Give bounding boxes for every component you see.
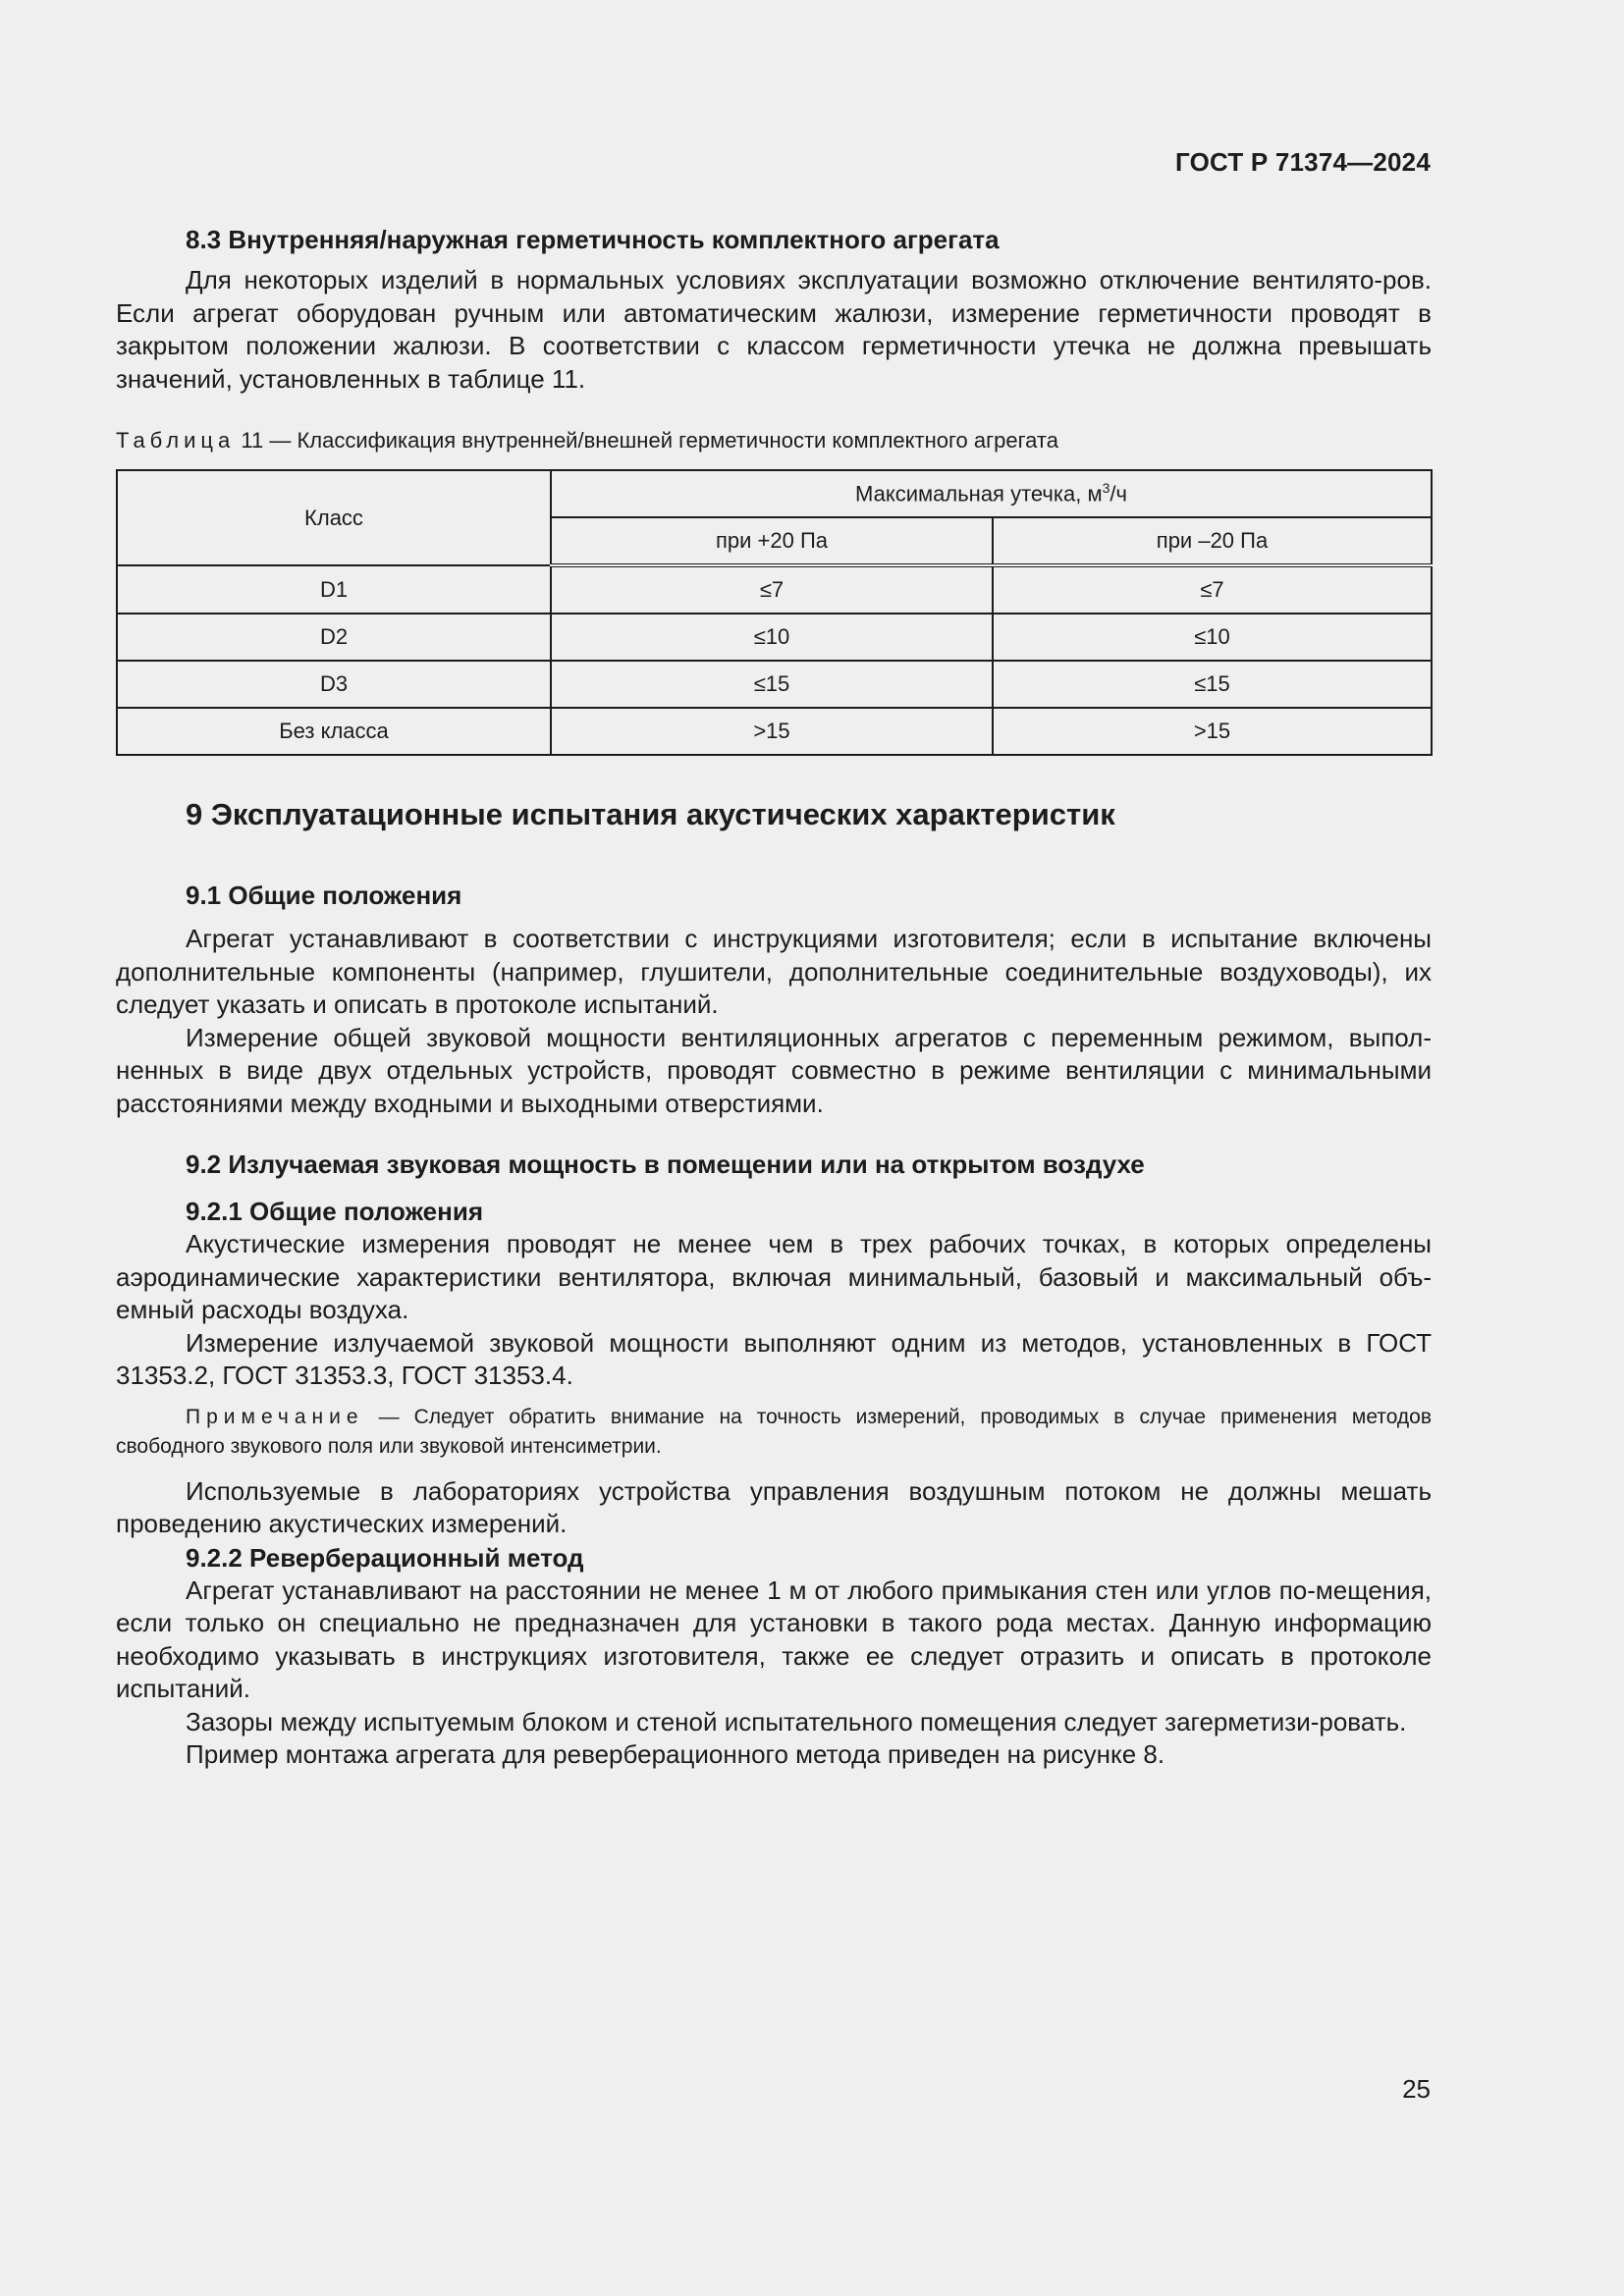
subsection-heading: 9.2.1 Общие положения: [186, 1197, 483, 1226]
section-9-1: [116, 879, 1432, 1120]
paragraph: Агрегат устанавливают в соответствии с инструкциями изготовителя; если в испытание включены дополнительные компоненты (например, глушители, дополнительные соединительные воздуховоды), их следует указать и описать в протоколе испытаний.: [116, 924, 1432, 1019]
paragraph: Зазоры между испытуемым блоком и стеной испытательного помещения следует загерметизи-ровать.: [186, 1706, 1407, 1736]
section-8-3: [116, 223, 1432, 396]
paragraph: Агрегат устанавливают на расстоянии не менее 1 м от любого примыкания стен или углов по-мещения, если только он специально не предназначен для установки в такого рода местах. Данную информацию необходимо указывать в инструкциях изготовителя, также ее следует отразить и описать в протоколе испытаний.: [116, 1575, 1432, 1703]
header-minus-20: при –20 Па: [993, 517, 1432, 565]
cell-minus-20: >15: [993, 708, 1432, 755]
cell-plus-20: ≤7: [551, 565, 993, 614]
cell-class: D3: [117, 661, 551, 708]
section-heading: 9.1 Общие положения: [186, 881, 462, 910]
cell-minus-20: ≤15: [993, 661, 1432, 708]
section-9: [116, 795, 1432, 834]
cell-plus-20: ≤15: [551, 661, 993, 708]
paragraph: Измерение излучаемой звуковой мощности выполняют одним из методов, установленных в ГОСТ 31353.2, ГОСТ 31353.3, ГОСТ 31353.4.: [116, 1327, 1432, 1390]
table-11: [116, 469, 1432, 756]
page-number: 25: [1402, 2074, 1431, 2104]
table-caption-text: 11 — Классификация внутренней/внешней герметичности комплектного агрегата: [235, 428, 1058, 453]
header-class: Класс: [117, 470, 551, 565]
cell-class: D1: [117, 565, 551, 614]
cell-class: Без класса: [117, 708, 551, 755]
section-heading: 8.3 Внутренняя/наружная герметичность комплектного агрегата: [186, 225, 1000, 254]
paragraph: Измерение общей звуковой мощности вентиляционных агрегатов с переменным режимом, выпол-ненных в виде двух отдельных устройств, проводят совместно в режиме вентиляции с минимальными расстояниями между входными и выходными отверстиями.: [116, 1022, 1432, 1118]
paragraph: Акустические измерения проводят не менее чем в трех рабочих точках, в которых определены аэродинамические характеристики вентилятора, включая минимальный, базовый и максимальный объ-емный расходы воздуха.: [116, 1229, 1432, 1324]
note-text: — Следует обратить внимание на точность измерений, проводимых в случае применения методов свободного звукового поля или звуковой интенсиметрии.: [116, 1405, 1432, 1458]
section-heading: 9.2 Излучаемая звуковая мощность в помещении или на открытом воздухе: [186, 1149, 1145, 1179]
cell-plus-20: >15: [551, 708, 993, 755]
document-code: ГОСТ Р 71374—2024: [1175, 147, 1431, 177]
cell-minus-20: ≤7: [993, 565, 1432, 614]
cell-minus-20: ≤10: [993, 614, 1432, 661]
table-row: [117, 614, 1432, 661]
leakage-classification-table: [116, 469, 1433, 756]
table-row: [117, 708, 1432, 755]
paragraph: Используемые в лабораториях устройства управления воздушным потоком не должны мешать проведению акустических измерений.: [116, 1475, 1432, 1538]
paragraph: Для некоторых изделий в нормальных условиях эксплуатации возможно отключение вентилято-ров. Если агрегат оборудован ручным или автоматическим жалюзи, измерение герметичности проводят в закрытом положении жалюзи. В соответствии с классом герметичности утечка не должна превышать значений, установленных в таблице 11.: [116, 265, 1432, 394]
table-caption-label: Таблица: [116, 428, 236, 453]
header-max-leak: Максимальная утечка, $м^3/ч$: [551, 470, 1432, 517]
paragraph: Пример монтажа агрегата для реверберационного метода приведен на рисунке 8.: [186, 1739, 1165, 1769]
header-plus-20: при +20 Па: [551, 517, 993, 565]
table-caption: [116, 426, 1432, 455]
table-row: [117, 565, 1432, 614]
subsection-heading: 9.2.2 Реверберационный метод: [186, 1542, 584, 1573]
note-label: Примечание: [186, 1405, 364, 1428]
section-9-2: [116, 1148, 1432, 1772]
table-row: [117, 661, 1432, 708]
cell-class: D2: [117, 614, 551, 661]
note: [116, 1403, 1432, 1462]
cell-plus-20: ≤10: [551, 614, 993, 661]
chapter-heading: 9 Эксплуатационные испытания акустических характеристик: [186, 797, 1115, 831]
